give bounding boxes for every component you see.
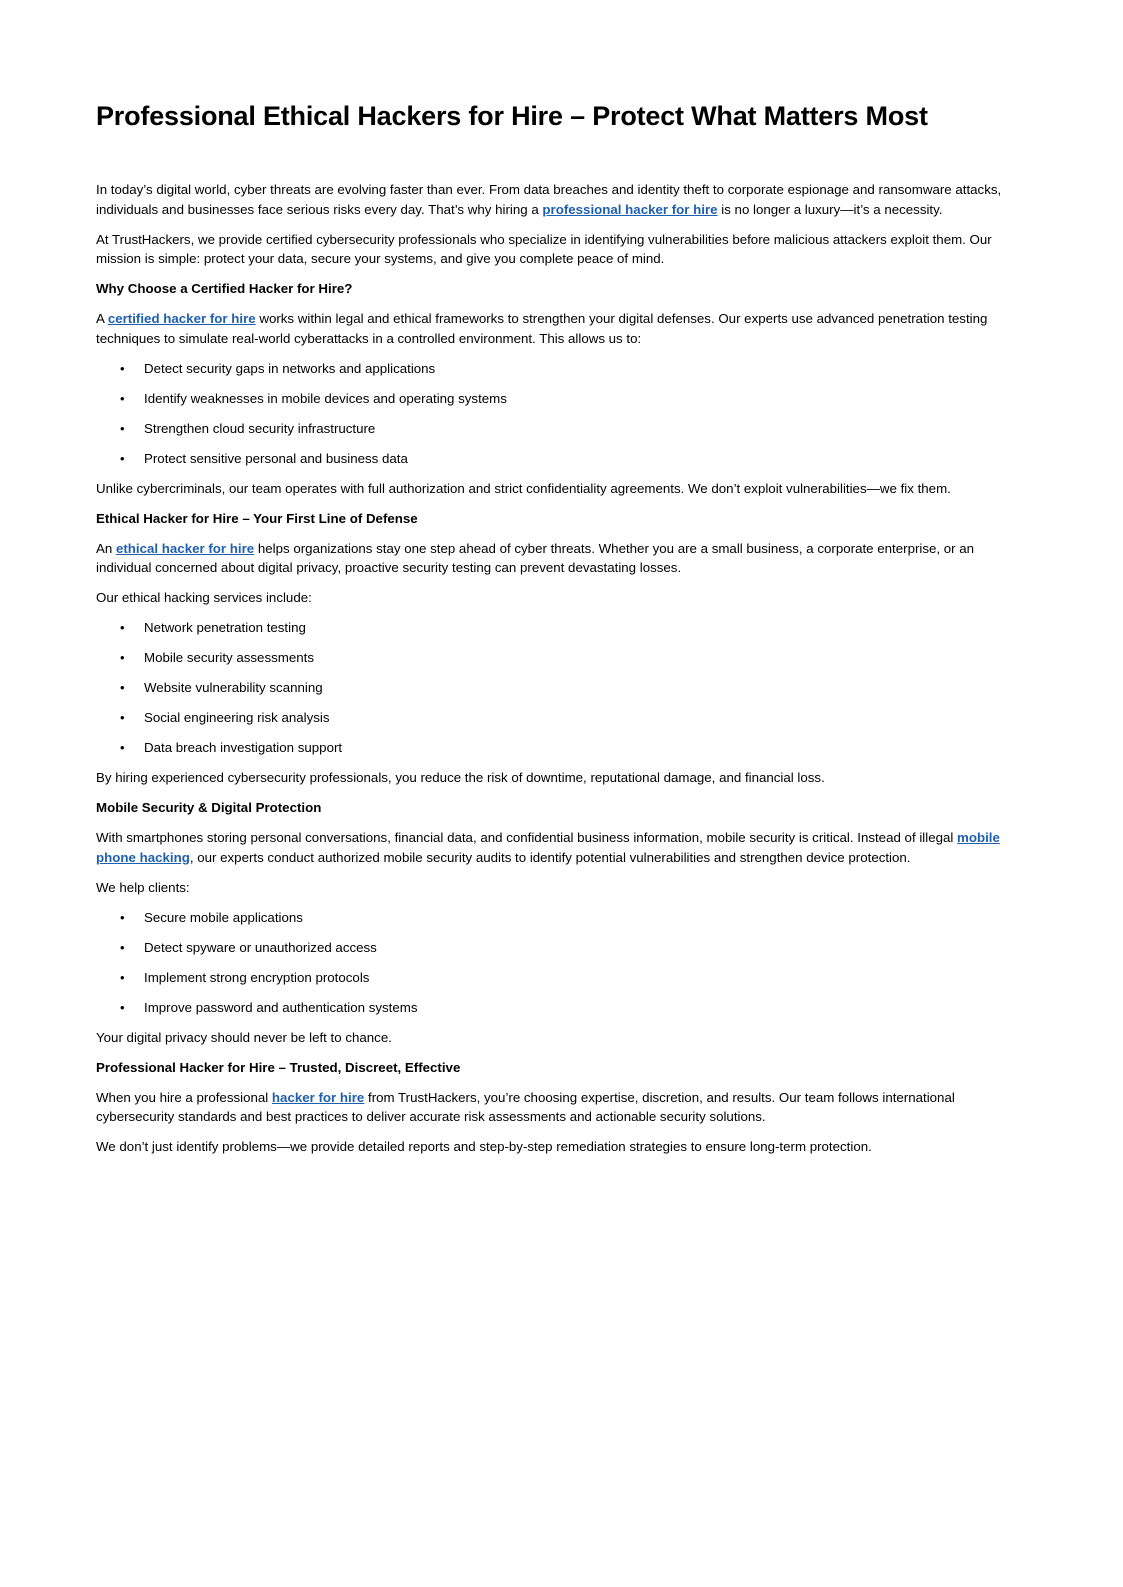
bullet-icon: • bbox=[120, 360, 125, 376]
list-item: • Improve password and authentication systems bbox=[96, 998, 1026, 1018]
bullet-icon: • bbox=[120, 680, 125, 695]
section-heading-ethical: Ethical Hacker for Hire – Your First Line of Defense bbox=[96, 510, 418, 526]
mobile-phone-hacking-link[interactable]: mobile phone hacking bbox=[96, 830, 1000, 865]
section-paragraph-mobile: With smartphones storing personal conversations, financial data, and confidential business information, mobile security is critical. Instead of illegal mobile phone hacking, our experts conduct authorized mobile security audits to identify potential vulnerabilities and strengthen device protection. bbox=[96, 830, 1000, 865]
ethical-hacker-link[interactable]: ethical hacker for hire bbox=[115, 540, 255, 556]
list-item: • Implement strong encryption protocols bbox=[96, 968, 1026, 988]
bullet-icon: • bbox=[120, 390, 125, 406]
section-paragraph-certified: A certified hacker for hire works within legal and ethical frameworks to strengthen your digital defenses. Our experts use advanced penetration testing techniques to simulate real-world cyberattacks in a controlled environment. This allows us to: bbox=[96, 311, 988, 346]
bullet-icon: • bbox=[120, 909, 125, 925]
bullet-list-ethical bbox=[96, 618, 1026, 758]
section-closing-certified: Unlike cybercriminals, our team operates with full authorization and strict confidentiality agreements. We don’t exploit vulnerabilities—we fix them. bbox=[96, 480, 951, 496]
list-item: • Identify weaknesses in mobile devices and operating systems bbox=[96, 389, 1026, 409]
bullet-list-certified bbox=[96, 359, 1026, 469]
list-item: • Mobile security assessments bbox=[96, 648, 1026, 668]
document-page bbox=[96, 96, 1026, 1167]
bullet-icon: • bbox=[120, 450, 125, 466]
bullet-icon: • bbox=[120, 740, 125, 755]
bullet-icon: • bbox=[120, 939, 125, 955]
section-lead-mobile: We help clients: bbox=[96, 879, 190, 895]
list-item: • Data breach investigation support bbox=[96, 738, 1026, 758]
section-lead-ethical: Our ethical hacking services include: bbox=[96, 590, 312, 605]
bullet-icon: • bbox=[120, 650, 125, 665]
list-item: • Network penetration testing bbox=[96, 618, 1026, 638]
list-item: • Detect security gaps in networks and applications bbox=[96, 359, 1026, 379]
professional-hacker-link[interactable]: professional hacker for hire bbox=[542, 201, 718, 217]
section-closing-mobile: Your digital privacy should never be left to chance. bbox=[96, 1029, 392, 1045]
section-paragraph-professional: When you hire a professional hacker for hire from TrustHackers, you’re choosing expertise, discretion, and results. Our team follows international cybersecurity standards and best practices to deliver accurate risk assessments and actionable security solutions. bbox=[96, 1089, 955, 1124]
page-title: Professional Ethical Hackers for Hire – Protect What Matters Most bbox=[96, 101, 928, 131]
bullet-icon: • bbox=[120, 420, 125, 436]
section-heading-professional: Professional Hacker for Hire – Trusted, Discreet, Effective bbox=[96, 1059, 461, 1075]
list-item: • Secure mobile applications bbox=[96, 908, 1026, 928]
certified-hacker-link[interactable]: certified hacker for hire bbox=[107, 311, 256, 326]
section-closing-professional: We don’t just identify problems—we provide detailed reports and step-by-step remediation strategies to ensure long-term protection. bbox=[96, 1139, 872, 1154]
section-paragraph-ethical: An ethical hacker for hire helps organizations stay one step ahead of cyber threats. Whether you are a small business, a corporate enterprise, or an individual concerned about digital privacy, proactive security testing can prevent devastating losses. bbox=[96, 540, 975, 575]
list-item: • Social engineering risk analysis bbox=[96, 708, 1026, 728]
intro-paragraph-1: In today’s digital world, cyber threats are evolving faster than ever. From data breaches and identity theft to corporate espionage and ransomware attacks, individuals and businesses face serious risks every day. That’s why hiring a professional hacker for hire is no longer a luxury—it’s a necessity. bbox=[96, 182, 1002, 217]
hacker-for-hire-link[interactable]: hacker for hire bbox=[271, 1089, 365, 1105]
bullet-icon: • bbox=[120, 710, 125, 725]
section-heading-certified: Why Choose a Certified Hacker for Hire? bbox=[96, 281, 353, 296]
list-item: • Protect sensitive personal and business data bbox=[96, 449, 1026, 469]
bullet-list-mobile bbox=[96, 908, 1026, 1018]
list-item: • Strengthen cloud security infrastructure bbox=[96, 419, 1026, 439]
list-item: • Website vulnerability scanning bbox=[96, 678, 1026, 698]
section-heading-mobile: Mobile Security & Digital Protection bbox=[96, 800, 322, 815]
intro-paragraph-2: At TrustHackers, we provide certified cybersecurity professionals who specialize in identifying vulnerabilities before malicious attackers exploit them. Our mission is simple: protect your data, secure your systems, and give you complete peace of mind. bbox=[96, 231, 992, 266]
list-item: • Detect spyware or unauthorized access bbox=[96, 938, 1026, 958]
bullet-icon: • bbox=[120, 969, 125, 985]
bullet-icon: • bbox=[120, 620, 125, 635]
bullet-icon: • bbox=[120, 999, 125, 1015]
section-closing-ethical: By hiring experienced cybersecurity professionals, you reduce the risk of downtime, reputational damage, and financial loss. bbox=[96, 770, 825, 785]
